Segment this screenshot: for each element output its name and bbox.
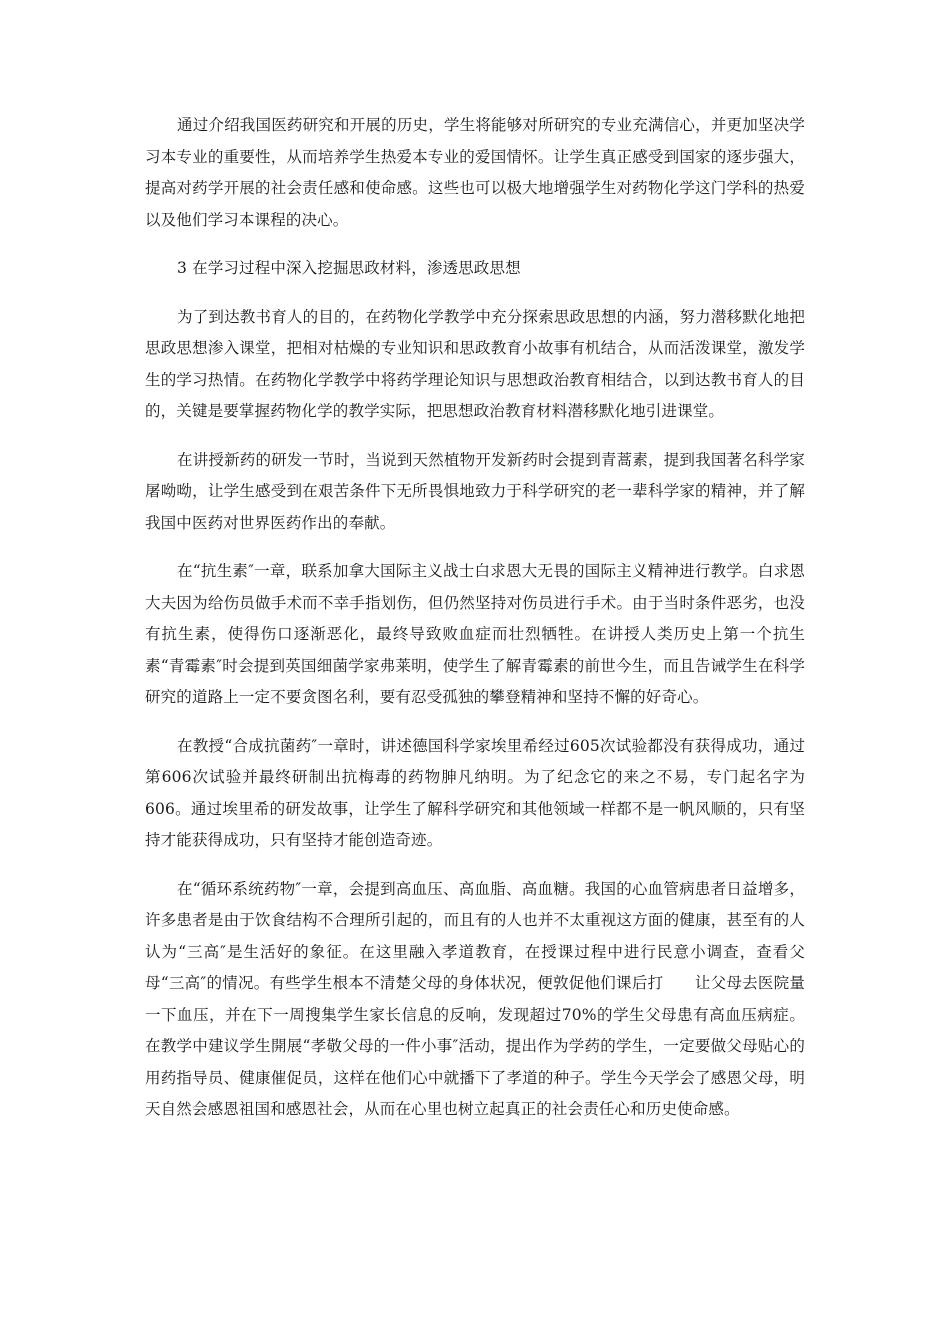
section-heading: 3 在学习过程中深入挖掘思政材料，渗透思政思想 bbox=[177, 259, 521, 277]
paragraph-antibiotics: 在“抗生素″一章，联系加拿大国际主义战士白求恩大无畏的国际主义精神进行教学。白求恩大夫因为给伤员做手术而不幸手指划伤，但仍然坚持对伤员进行手术。由于当时条件恶劣，也没有抗生素，使得伤口逐渐恶化，最终导致败血症而壮烈牺牲。在讲授人类历史上第一个抗生素“青霉素″时会提到英国细菌学家弗莱明，使学生了解青霉素的前世今生，而且告诫学生在科学研究的道路上一定不要贪图名利，要有忍受孤独的攀登精神和坚持不懈的好奇心。 bbox=[145, 562, 805, 706]
paragraph-artemisinin: 在讲授新药的研发一节时，当说到天然植物开发新药时会提到青蒿素，提到我国著名科学家屠呦呦，让学生感受到在艰苦条件下无所畏惧地致力于科学研究的老一辈科学家的精神，并了解我国中医药对世界医药作出的奉献。 bbox=[145, 450, 805, 532]
document-page bbox=[145, 110, 805, 1143]
paragraph-teaching-goal: 为了到达教书育人的目的，在药物化学教学中充分探索思政思想的内涵，努力潜移默化地把思政思想渗入课堂，把相对枯燥的专业知识和思政教育小故事有机结合，从而活泼课堂，激发学生的学习热情。在药物化学教学中将药学理论知识与思想政治教育相结合，以到达教书育人的目的，关键是要掌握药物化学的教学实际，把思想政治教育材料潜移默化地引进课堂。 bbox=[145, 307, 805, 420]
paragraph-history-intro: 通过介绍我国医药研究和开展的历史，学生将能够对所研究的专业充满信心，并更加坚决学习本专业的重要性，从而培养学生热爱本专业的爱国情怀。让学生真正感受到国家的逐步强大，提高对药学开展的社会责任感和使命感。这些也可以极大地增强学生对药物化学这门学科的热爱以及他们学习本课程的决心。 bbox=[145, 116, 805, 229]
paragraph-circulatory-drugs: 在“循环系统药物″一章，会提到高血压、高血脂、高血糖。我国的心血管病患者日益增多，许多患者是由于饮食结构不合理所引起的，而且有的人也并不太重视这方面的健康，甚至有的人认为“三高″是生活好的象征。在这里融入孝道教育，在授课过程中进行民意小调查，查看父母“三高″的情况。有些学生根本不清楚父母的身体状况，便敦促他们课后打 让父母去医院量一下血压，并在下一周搜集学生家长信息的反响，发现超过70%的学生父母患有高血压病症。在教学中建议学生開展“孝敬父母的一件小事″活动，提出作为学药的学生，一定要做父母贴心的用药指导员、健康催促员，这样在他们心中就播下了孝道的种子。学生今天学会了感恩父母，明天自然会感恩祖国和感恩社会，从而在心里也树立起真正的社会责任心和历史使命感。 bbox=[145, 879, 805, 1118]
paragraph-antibacterials: 在教授“合成抗菌药″一章时，讲述德国科学家埃里希经过605次试验都没有获得成功，通过第606次试验并最终研制出抗梅毒的药物胂凡纳明。为了纪念它的来之不易，专门起名字为606。通过埃里希的研发故事，让学生了解科学研究和其他领域一样都不是一帆风顺的，只有坚持才能获得成功，只有坚持才能创造奇迹。 bbox=[145, 736, 805, 849]
